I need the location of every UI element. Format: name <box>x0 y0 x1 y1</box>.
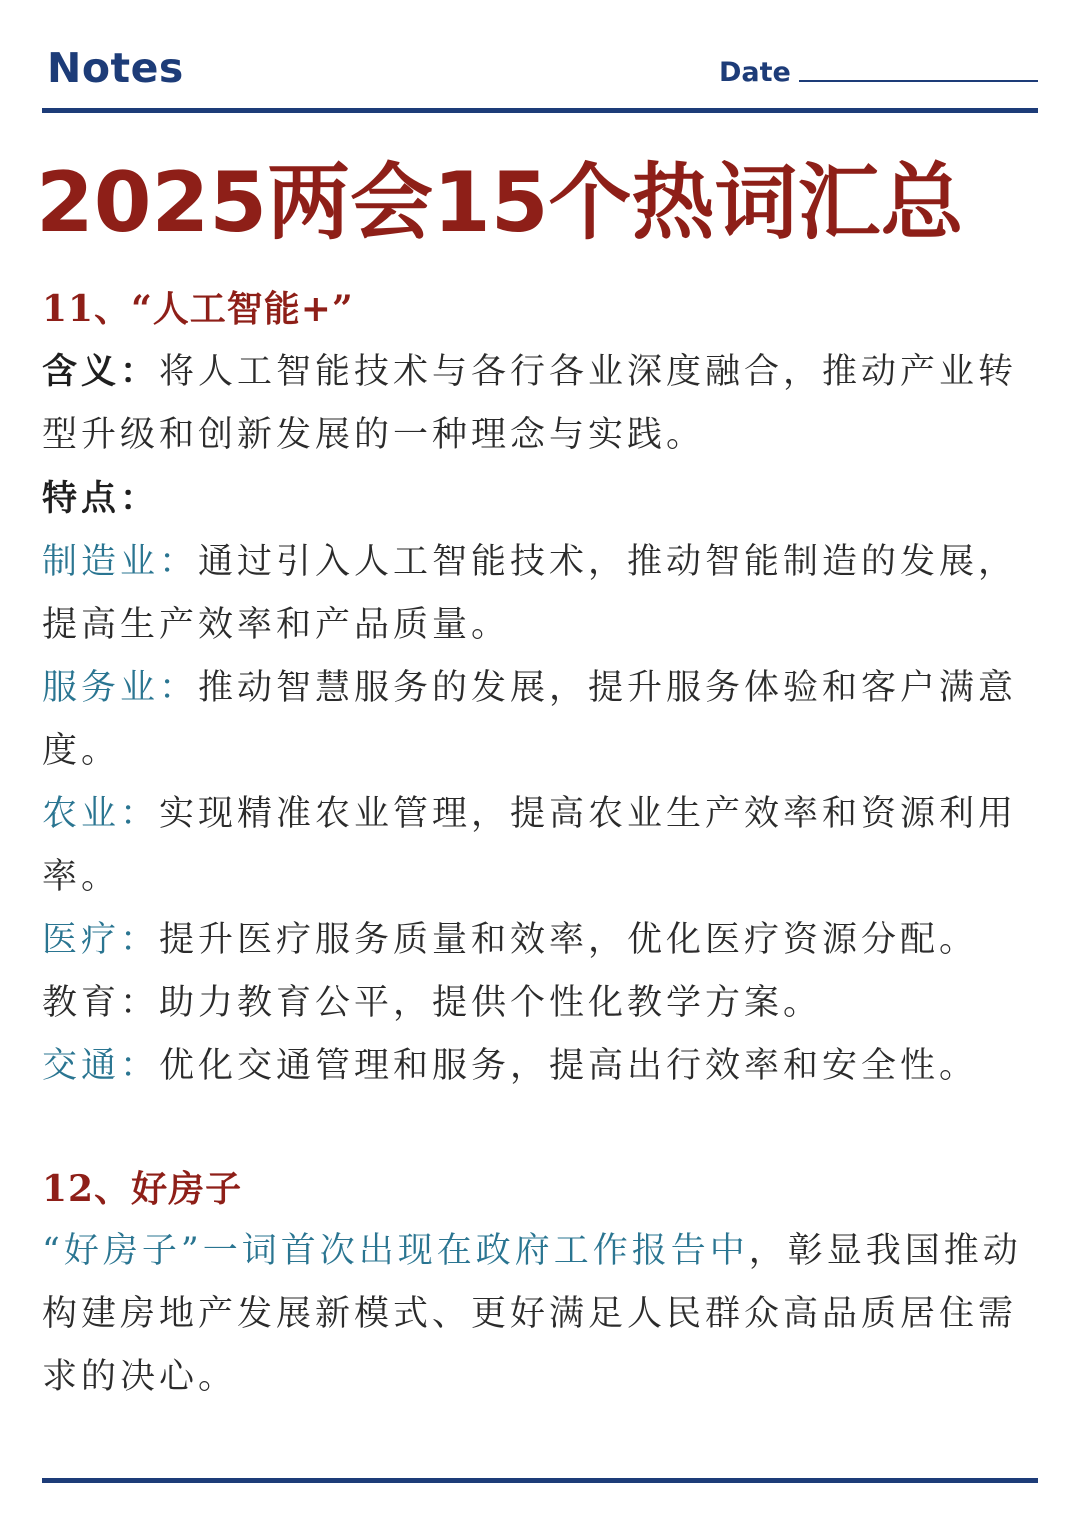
date-label: Date <box>719 57 791 88</box>
feature-text: 提升医疗服务质量和效率，优化医疗资源分配。 <box>159 920 979 960</box>
feature-text: 推动智慧服务的发展，提升服务体验和客户满意度。 <box>42 668 1018 771</box>
feature-text: 助力教育公平，提供个性化教学方案。 <box>159 983 823 1023</box>
top-divider <box>42 108 1038 113</box>
feature-item-services <box>42 657 1042 783</box>
feature-text: 优化交通管理和服务，提高出行效率和安全性。 <box>159 1046 979 1086</box>
section-12-heading: 12、好房子 <box>42 1168 243 1210</box>
meaning-paragraph <box>42 340 1042 467</box>
notes-content <box>42 278 1042 1409</box>
feature-label: 农业： <box>42 794 160 834</box>
feature-item-transport <box>42 1035 1042 1098</box>
feature-text: 通过引入人工智能技术，推动智能制造的发展，提高生产效率和产品质量。 <box>42 542 1018 645</box>
bottom-divider <box>42 1478 1038 1483</box>
page-header <box>42 40 1038 114</box>
features-label: 特点： <box>42 478 160 519</box>
feature-label: 服务业： <box>42 668 199 708</box>
meaning-text: 将人工智能技术与各行各业深度融合，推动产业转型升级和创新发展的一种理念与实践。 <box>42 352 1018 455</box>
section-12-highlight: “好房子”一词首次出现在政府工作报告中 <box>42 1231 749 1271</box>
feature-item-manufacturing <box>42 531 1042 657</box>
section-11-heading: 11、“人工智能+” <box>42 288 354 330</box>
section-spacer <box>42 1098 1042 1158</box>
section-12-text: ，彰显我国推动构建房地产发展新模式、更好满足人民群众高品质居住需求的决心。 <box>42 1231 1022 1397</box>
meaning-label: 含义： <box>42 351 160 392</box>
feature-label: 制造业： <box>42 542 199 582</box>
feature-label: 教育： <box>42 983 160 1023</box>
date-field-line <box>799 80 1038 82</box>
features-paragraph <box>42 467 1042 531</box>
notes-brand: Notes <box>47 44 184 92</box>
feature-item-agriculture <box>42 783 1042 909</box>
feature-item-education <box>42 972 1042 1035</box>
feature-item-medical <box>42 909 1042 972</box>
feature-label: 医疗： <box>42 920 160 960</box>
page-title: 2025两会15个热词汇总 <box>36 154 964 251</box>
feature-label: 交通： <box>42 1046 160 1086</box>
feature-text: 实现精准农业管理，提高农业生产效率和资源利用率。 <box>42 794 1018 897</box>
section-12-paragraph <box>42 1220 1042 1409</box>
